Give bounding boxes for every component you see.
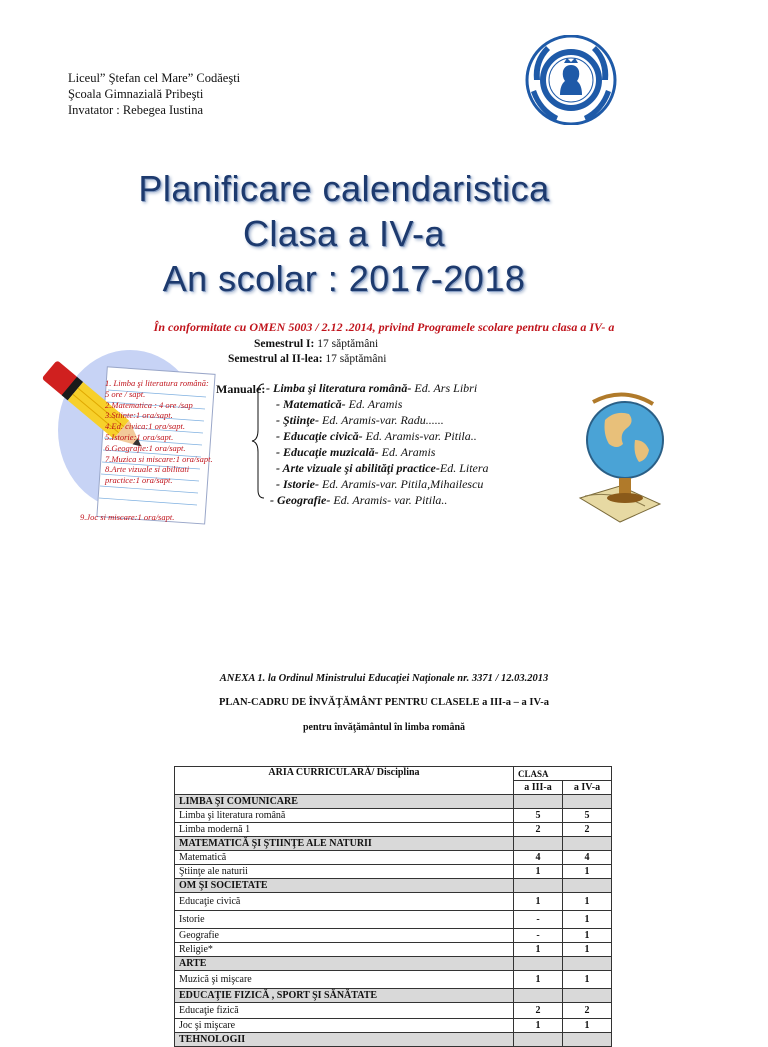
table-row: Ştiinţe ale naturii 1 1	[175, 865, 612, 879]
note-item: 6.Geografie:1 ora/sapt.	[105, 442, 186, 453]
header-class: CLASA	[514, 767, 612, 781]
manual-item: - Matematică- Ed. Aramis	[276, 397, 403, 411]
table-row-category: LIMBA ŞI COMUNICARE	[175, 795, 612, 809]
note-item: 4.Ed. civica:1 ora/sapt.	[105, 421, 186, 432]
manuale-label: Manuale:	[216, 382, 266, 396]
note-item-last: 9.Joc si miscare:1 ora/sapt.	[80, 512, 175, 522]
table-row-category: ARTE	[175, 957, 612, 971]
page-title: Planificare calendaristica	[138, 168, 550, 209]
globe-illustration	[575, 380, 670, 530]
table-row: Limba modernă 1 2 2	[175, 823, 612, 837]
table-row: Matematică 4 4	[175, 851, 612, 865]
header-area: ARIA CURRICULARĂ/ Disciplina	[175, 767, 514, 795]
header-col-4: a IV-a	[563, 781, 612, 795]
manual-item: - Geografie- Ed. Aramis- var. Pitila..	[270, 493, 448, 507]
table-row: Religie* 1 1	[175, 943, 612, 957]
table-row-category: EDUCAŢIE FIZICĂ , SPORT ŞI SĂNĂTATE	[175, 989, 612, 1003]
school-logo	[524, 35, 619, 125]
note-item: 8.Arte vizuale si abilitati practice:1 ora/sapt.	[105, 464, 190, 486]
school-name: Liceul” Ştefan cel Mare” Codăeşti	[68, 71, 241, 85]
manual-item: - Limba şi literatura română- Ed. Ars Libri	[266, 381, 478, 395]
table-row: Muzică şi mişcare 1 1	[175, 971, 612, 989]
class-title: Clasa a IV-a	[242, 213, 446, 254]
semester-1	[254, 338, 378, 350]
header-col-3: a III-a	[514, 781, 563, 795]
table-row: Joc şi mişcare 1 1	[175, 1019, 612, 1033]
note-item: 3.Stiinte:1 ora/sapt.	[105, 410, 173, 421]
school-year-title: An scolar : 2017-2018	[162, 258, 526, 299]
note-item: 1. Limba şi literatura română: 5 ore / sapt.	[105, 378, 209, 399]
semester-2-value: 17 săptămâni	[325, 353, 387, 365]
plan-subtitle: pentru învăţământul în limba română	[302, 722, 466, 733]
manual-item: - Ştiinţe- Ed. Aramis-var. Radu......	[276, 413, 444, 427]
semester-1-value: 17 săptămâni	[317, 338, 379, 350]
manuale-list	[266, 380, 489, 508]
curriculum-table	[174, 766, 612, 1047]
table-header-row	[175, 767, 612, 781]
note-item: 2.Matematica : 4 ore /sap	[105, 399, 193, 410]
brace-icon	[250, 382, 266, 505]
school-info	[68, 70, 240, 118]
table-row-category: TEHNOLOGII	[175, 1033, 612, 1047]
semester-2	[228, 353, 386, 365]
plan-title: PLAN-CADRU DE ÎNVĂŢĂMÂNT PENTRU CLASELE a III-a – a IV-a	[218, 697, 550, 708]
table-row: Limba şi literatura română 5 5	[175, 809, 612, 823]
note-item: 7.Muzica si miscare:1 ora/sapt.	[105, 453, 213, 464]
table-row-category: OM ŞI SOCIETATE	[175, 879, 612, 893]
semester-2-label: Semestrul al II-lea:	[228, 353, 323, 365]
manual-item: - Educaţie muzicală- Ed. Aramis	[276, 445, 436, 459]
manual-item: - Arte vizuale şi abilităţi practice-Ed. Litera	[276, 461, 489, 475]
table-row-category: MATEMATICĂ ŞI ŞTIINŢE ALE NATURII	[175, 837, 612, 851]
conformity-note: În conformitate cu OMEN 5003 / 2.12 .2014, privind Programele scolare pentru clasa a IV- a	[153, 320, 615, 334]
weekly-hours-notes	[80, 378, 215, 522]
semester-1-label: Semestrul I:	[254, 338, 315, 350]
table-row: Istorie - 1	[175, 911, 612, 929]
annex-reference: ANEXA 1. la Ordinul Ministrului Educaţiei Naţionale nr. 3371 / 12.03.2013	[219, 673, 549, 684]
table-row: Educaţie fizică 2 2	[175, 1003, 612, 1019]
school-branch: Şcoala Gimnazială Pribeşti	[68, 87, 204, 101]
table-row: Educaţie civică 1 1	[175, 893, 612, 911]
manual-item: - Educaţie civică- Ed. Aramis-var. Pitila..	[276, 429, 477, 443]
table-row: Geografie - 1	[175, 929, 612, 943]
manual-item: - Istorie- Ed. Aramis-var. Pitila,Mihailescu	[276, 477, 484, 491]
note-item: 5.Istorie:1 ora/sapt.	[105, 431, 174, 442]
teacher-name: Invatator : Rebegea Iustina	[68, 103, 204, 117]
